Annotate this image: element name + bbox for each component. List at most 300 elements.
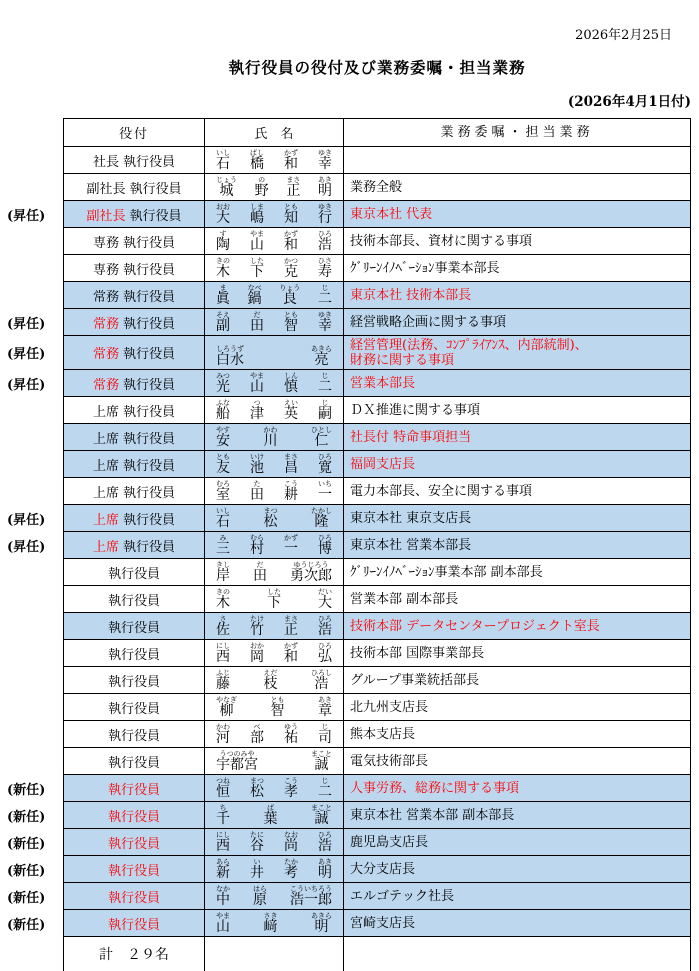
name-cell [205, 147, 344, 173]
duty-cell [344, 336, 690, 369]
name-part [318, 534, 332, 557]
name-part [318, 696, 332, 719]
furigana: まさ [286, 176, 301, 184]
name-part [255, 176, 269, 199]
duty-cell [344, 532, 690, 558]
name-kanji: 明 [317, 183, 332, 199]
name-kanji: 勇次郎 [290, 568, 332, 584]
furigana: あき [318, 858, 332, 866]
rank-label: 副社長 [86, 208, 126, 224]
name-part [284, 534, 298, 557]
name-part [250, 642, 264, 665]
rank-label: 常務 [92, 377, 119, 393]
name-part [318, 480, 332, 503]
furigana: だ [256, 561, 264, 569]
name-part [216, 588, 230, 611]
name-part [216, 203, 230, 226]
name-kanji: 二 [317, 291, 332, 307]
position-base-label: 執行役員 [123, 235, 176, 251]
furigana: きの [216, 257, 230, 265]
name-part [311, 345, 332, 368]
duty-line: 東京本社 営業本部 副本部長 [350, 807, 515, 823]
position-cell [64, 255, 205, 281]
appointment-note: (新任) [7, 890, 46, 906]
rank-label: 上席 [92, 539, 119, 555]
duty-cell [344, 559, 690, 585]
name-cell [205, 721, 344, 747]
furigana: ひろ [318, 615, 332, 623]
name-kanji: 白水 [216, 352, 244, 368]
furigana: やす [216, 426, 230, 434]
name-kanji: 三 [216, 541, 230, 557]
furigana: えい [284, 399, 298, 407]
position-base-label: 執行役員 [123, 154, 176, 170]
name-cell [205, 559, 344, 585]
duty-line: 東京本社 技術本部長 [350, 287, 472, 303]
furigana: おか [250, 642, 264, 650]
position-cell [64, 559, 205, 585]
name-cell [205, 228, 344, 254]
name-cell [205, 505, 344, 531]
name-part [216, 149, 230, 172]
duty-line: 大分支店長 [350, 861, 416, 877]
name-part [284, 203, 298, 226]
position-cell [64, 910, 205, 936]
position-cell [64, 201, 205, 227]
furigana: まこと [311, 750, 332, 758]
position-base-label: 執行役員 [107, 890, 160, 906]
name-cell [205, 694, 344, 720]
duty-line: 東京本社 東京支店長 [350, 510, 472, 526]
name-kanji: 井 [250, 865, 264, 881]
name-kanji: 西 [216, 649, 230, 665]
duty-line: 人事労務、総務に関する事項 [350, 780, 520, 796]
furigana: まさ [284, 453, 298, 461]
furigana: ひろ [318, 642, 332, 650]
name-kanji: 尚 [284, 838, 298, 854]
name-kanji: 考 [284, 865, 298, 881]
name-part [216, 426, 230, 449]
duty-cell [344, 174, 690, 200]
name-part [216, 885, 230, 908]
name-part [318, 777, 332, 800]
name-kanji: 友 [216, 460, 230, 476]
name-part [250, 534, 264, 557]
officer-row [7, 309, 690, 336]
furigana: こう [284, 777, 298, 785]
furigana: あら [216, 858, 230, 866]
officer-row [7, 802, 690, 829]
position-base-label: 執行役員 [107, 728, 160, 744]
appointment-note: (昇任) [7, 512, 46, 528]
name-kanji: 田 [250, 318, 264, 334]
name-kanji: 西 [216, 838, 230, 854]
name-kanji: 橋 [250, 156, 264, 172]
name-kanji: 木 [216, 264, 230, 280]
position-cell [64, 640, 205, 666]
name-kanji: 城 [219, 183, 234, 199]
furigana: まつ [250, 777, 264, 785]
appointment-note: (昇任) [7, 208, 46, 224]
furigana: ひとし [311, 426, 332, 434]
officer-row [64, 282, 690, 309]
name-cell [205, 174, 344, 200]
duty-line: 鹿児島支店長 [350, 834, 429, 850]
furigana: た [253, 480, 261, 488]
officer-row [7, 336, 690, 370]
position-cell [64, 397, 205, 423]
name-part [253, 885, 267, 908]
empty-name-cell [205, 937, 344, 971]
furigana: こう [284, 480, 298, 488]
duty-cell [344, 802, 690, 828]
name-kanji: 明 [318, 865, 332, 881]
furigana: ひろ [318, 230, 332, 238]
duty-line: 業務全般 [350, 179, 403, 195]
name-part [216, 642, 230, 665]
position-base-label: 執行役員 [123, 512, 176, 528]
name-part [290, 885, 332, 908]
position-base-label: 執行役員 [123, 262, 176, 278]
position-cell [64, 174, 205, 200]
name-part [216, 723, 230, 746]
name-part [250, 777, 264, 800]
rank-label: 副社長 [86, 181, 126, 197]
furigana: やなぎ [216, 696, 237, 704]
duty-line: 北九州支店長 [350, 699, 429, 715]
position-cell [64, 228, 205, 254]
name-kanji: 石 [216, 156, 230, 172]
name-kanji: 陶 [216, 237, 230, 253]
position-base-label: 執行役員 [123, 316, 176, 332]
furigana: たか [284, 858, 298, 866]
name-part [318, 230, 332, 253]
column-header-name: 氏 名 [205, 119, 344, 146]
name-part [318, 723, 332, 746]
furigana: ゆき [318, 203, 332, 211]
officer-row [64, 586, 690, 613]
name-part [250, 723, 264, 746]
name-kanji: 英 [284, 406, 298, 422]
name-kanji: 山 [250, 379, 264, 395]
name-part [318, 831, 332, 854]
position-base-label: 執行役員 [129, 208, 182, 224]
name-kanji: 枝 [263, 676, 278, 692]
name-kanji: 慎 [284, 379, 298, 395]
name-part [318, 453, 332, 476]
rank-label: 上席 [92, 512, 119, 528]
name-part [279, 284, 300, 307]
furigana: こういちろう [290, 885, 332, 893]
name-part [318, 615, 332, 638]
name-part [248, 284, 262, 307]
furigana: やま [216, 912, 230, 920]
rank-label: 上席 [92, 458, 119, 474]
name-part [264, 507, 278, 530]
name-part [284, 723, 298, 746]
position-base-label: 執行役員 [107, 863, 160, 879]
name-kanji: 石 [216, 514, 230, 530]
position-cell [64, 856, 205, 882]
name-part [250, 831, 264, 854]
name-kanji: 副 [216, 318, 230, 334]
furigana: おお [216, 203, 230, 211]
furigana: だい [318, 588, 332, 596]
furigana: した [250, 257, 264, 265]
name-kanji: 仁 [314, 433, 329, 449]
officer-row [7, 532, 690, 559]
furigana: はら [253, 885, 267, 893]
duty-line: 電力本部長、安全に関する事項 [350, 483, 533, 499]
name-kanji: 柳 [219, 703, 234, 719]
name-kanji: 寿 [318, 264, 332, 280]
officer-row [7, 883, 690, 910]
name-kanji: 智 [284, 318, 298, 334]
name-part [284, 777, 298, 800]
name-part [250, 615, 264, 638]
position-base-label: 執行役員 [107, 917, 160, 933]
furigana: やま [250, 372, 264, 380]
name-kanji: 祐 [284, 730, 298, 746]
total-row [64, 937, 690, 971]
furigana: ふじ [216, 669, 230, 677]
appointment-note: (昇任) [7, 539, 46, 555]
name-kanji: 安 [216, 433, 230, 449]
position-base-label: 執行役員 [107, 593, 160, 609]
furigana: み [219, 534, 227, 542]
duty-line: グループ事業統括部長 [350, 672, 479, 688]
name-cell [205, 775, 344, 801]
rank-label: 常務 [92, 347, 119, 362]
name-kanji: 嗣 [318, 406, 332, 422]
furigana: つ [253, 399, 261, 407]
name-kanji: 亮 [314, 352, 329, 368]
rank-label: 専務 [92, 235, 119, 251]
furigana: あき [317, 176, 332, 184]
furigana: じょう [216, 176, 237, 184]
name-cell [205, 451, 344, 477]
name-cell [205, 802, 344, 828]
name-part [216, 480, 230, 503]
duty-line: ＤＸ推進に関する事項 [350, 402, 481, 418]
name-kanji: 岡 [250, 649, 264, 665]
furigana: ひろ [318, 534, 332, 542]
furigana: あき [318, 696, 332, 704]
furigana: えだ [263, 669, 278, 677]
name-kanji: 孝 [284, 784, 298, 800]
name-part [284, 453, 298, 476]
name-part [250, 311, 264, 334]
name-part [264, 669, 278, 692]
name-part [216, 257, 230, 280]
duty-line: 東京本社 代表 [350, 206, 433, 222]
furigana: かず [284, 642, 298, 650]
name-cell [205, 370, 344, 396]
position-cell [64, 451, 205, 477]
name-cell [205, 910, 344, 936]
furigana: たけ [250, 615, 264, 623]
appointment-note: (新任) [7, 917, 46, 933]
rank-label: 上席 [92, 431, 119, 447]
furigana: の [258, 176, 266, 184]
name-kanji: 昌 [284, 460, 298, 476]
name-kanji: 嶋 [250, 210, 264, 226]
furigana: ち [219, 804, 227, 812]
name-kanji: 幸 [318, 156, 332, 172]
name-part [311, 804, 332, 827]
furigana: だ [253, 311, 261, 319]
appointment-note: (新任) [7, 809, 46, 825]
duty-line: 技術本部 データセンタープロジェクト室長 [350, 618, 600, 634]
duty-cell [344, 694, 690, 720]
position-cell [64, 721, 205, 747]
officer-row [7, 201, 690, 228]
duty-line: ｸﾞﾘｰﾝｲﾉﾍﾞｰｼｮﾝ事業本部 副本部長 [350, 564, 543, 580]
position-base-label: 執行役員 [107, 701, 160, 717]
table-body [7, 147, 690, 937]
name-cell [205, 397, 344, 423]
name-kanji: 誠 [314, 811, 329, 827]
furigana: す [219, 230, 227, 238]
duty-line: 営業本部長 [350, 375, 416, 391]
name-part [250, 399, 264, 422]
name-part [318, 588, 332, 611]
officer-row [7, 910, 690, 937]
position-base-label: 執行役員 [129, 181, 182, 197]
name-kanji: 浩 [318, 838, 332, 854]
name-part [216, 284, 230, 307]
furigana: なか [216, 885, 230, 893]
name-kanji: 和 [284, 649, 298, 665]
name-part [284, 230, 298, 253]
furigana: かず [284, 230, 298, 238]
position-base-label: 執行役員 [107, 620, 160, 636]
officer-row [64, 397, 690, 424]
name-kanji: 知 [284, 210, 298, 226]
rank-label: 上席 [92, 404, 119, 420]
furigana: べ [253, 723, 261, 731]
name-part [318, 372, 332, 395]
name-part [286, 176, 300, 199]
rank-label: 常務 [92, 316, 119, 332]
furigana: むら [250, 534, 264, 542]
position-base-label: 執行役員 [123, 289, 176, 305]
officer-row [64, 478, 690, 505]
duty-cell [344, 667, 690, 693]
name-kanji: 葉 [263, 811, 278, 827]
furigana: とも [270, 696, 285, 704]
position-base-label: 執行役員 [107, 647, 160, 663]
furigana: にし [216, 831, 230, 839]
furigana: ひさ [318, 257, 332, 265]
name-kanji: 眞 [216, 291, 230, 307]
name-kanji: 章 [318, 703, 332, 719]
name-part [216, 696, 237, 719]
officer-row [64, 640, 690, 667]
total-value: ２９名 [127, 947, 169, 963]
furigana: つね [216, 777, 230, 785]
furigana: かず [284, 534, 298, 542]
officer-row [64, 451, 690, 478]
column-header-position: 役付 [64, 119, 205, 146]
name-part [216, 858, 230, 881]
name-part [216, 804, 230, 827]
position-cell [64, 748, 205, 774]
furigana: した [267, 588, 281, 596]
position-cell [64, 336, 205, 369]
total-label: 計 [99, 947, 113, 963]
position-base-label: 執行役員 [107, 566, 160, 582]
duty-cell [344, 640, 690, 666]
officer-row [64, 255, 690, 282]
position-cell [64, 667, 205, 693]
furigana: い [253, 858, 261, 866]
duty-cell [344, 613, 690, 639]
name-kanji: 一 [284, 541, 298, 557]
duty-cell [344, 424, 690, 450]
document-date: 2026年2月25日 [575, 28, 672, 43]
duty-cell [344, 397, 690, 423]
officer-row [64, 174, 690, 201]
position-cell [64, 309, 205, 335]
total-cell [64, 937, 205, 971]
name-part [284, 642, 298, 665]
name-kanji: 岸 [216, 568, 230, 584]
duty-line: 熊本支店長 [350, 726, 416, 742]
name-part [216, 912, 230, 935]
name-kanji: 室 [216, 487, 230, 503]
name-part [216, 230, 230, 253]
name-kanji: 津 [250, 406, 264, 422]
name-cell [205, 613, 344, 639]
name-kanji: 下 [250, 264, 264, 280]
position-cell [64, 694, 205, 720]
duty-cell [344, 201, 690, 227]
name-part [284, 480, 298, 503]
name-kanji: 浩 [314, 676, 329, 692]
duty-line: 経営管理(法務、ｺﾝﾌﾟﾗｲｱﾝｽ、内部統制)、 [350, 337, 588, 353]
duty-line: 電気技術部長 [350, 753, 429, 769]
name-part [311, 426, 332, 449]
name-kanji: 光 [216, 379, 230, 395]
officer-row [64, 667, 690, 694]
name-part [318, 203, 332, 226]
appointment-note: (昇任) [7, 347, 46, 362]
furigana: うつのみや [219, 750, 255, 758]
furigana: ゆき [318, 311, 332, 319]
position-base-label: 執行役員 [123, 485, 176, 501]
appointment-note: (新任) [7, 836, 46, 852]
officer-row [64, 721, 690, 748]
furigana: ゆうじろう [293, 561, 329, 569]
name-part [318, 642, 332, 665]
position-cell [64, 802, 205, 828]
name-part [250, 372, 264, 395]
duty-cell [344, 883, 690, 909]
name-part [250, 858, 264, 881]
name-part [264, 804, 278, 827]
name-part [216, 534, 230, 557]
name-kanji: 佐 [216, 622, 230, 638]
duty-line: 財務に関する事項 [350, 352, 455, 368]
furigana: ひろ [318, 831, 332, 839]
name-kanji: 池 [250, 460, 264, 476]
name-cell [205, 309, 344, 335]
officer-row [64, 694, 690, 721]
position-cell [64, 883, 205, 909]
name-kanji: 正 [286, 183, 301, 199]
name-part [311, 507, 332, 530]
